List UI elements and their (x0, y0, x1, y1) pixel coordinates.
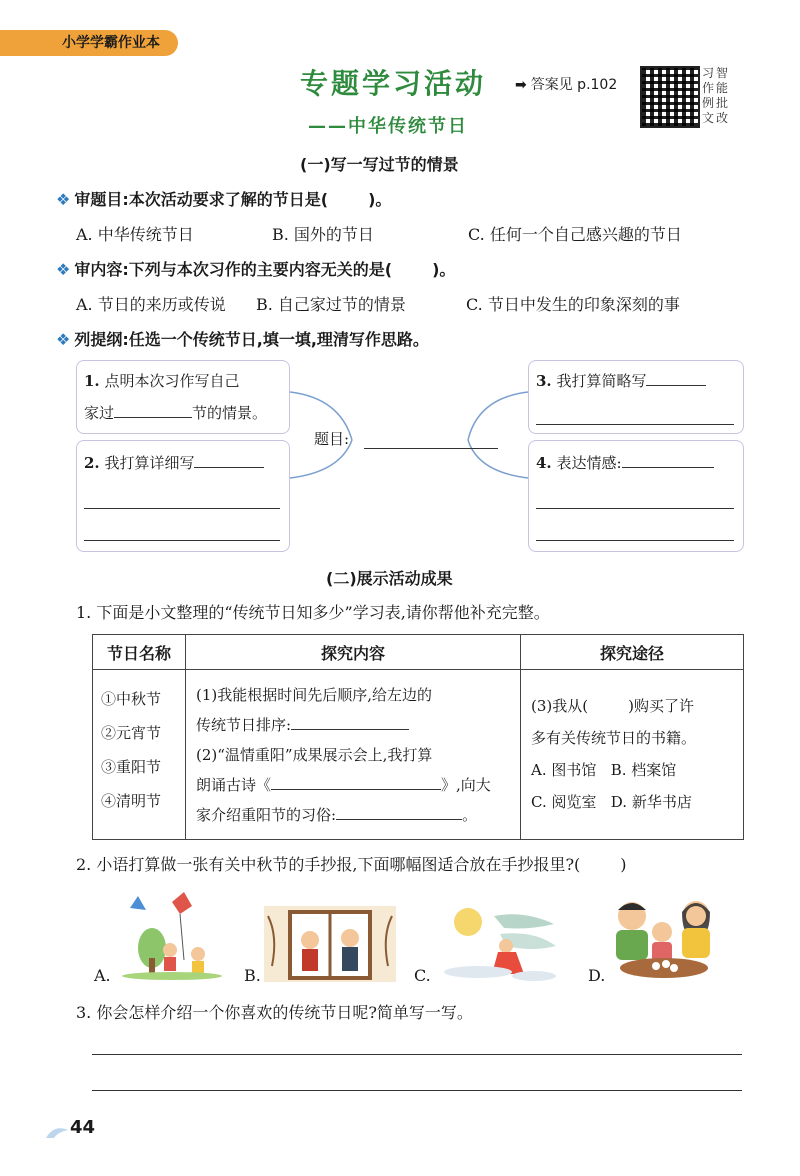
festival-list (93, 670, 186, 840)
part2-question-2: 2. 小语打算做一张有关中秋节的手抄报,下面哪幅图适合放在手抄报里?( ) (76, 855, 627, 874)
table-header: 探究内容 (186, 635, 521, 670)
part2-question-1: 1. 下面是小文整理的“传统节日知多少”学习表,请你帮他补充完整。 (76, 603, 550, 622)
fill-line[interactable] (536, 424, 734, 425)
answer-reference-text: 答案见 p.102 (530, 77, 618, 93)
diamond-bullet-icon: ❖ (56, 260, 71, 279)
question-3: ❖ 列提纲:任选一个传统节日,填一填,理清写作思路。 (56, 330, 429, 349)
poem-blank[interactable] (271, 771, 441, 790)
table-header: 探究途径 (521, 635, 744, 670)
diamond-bullet-icon: ❖ (56, 330, 71, 349)
page-title: 专题学习活动 (300, 67, 487, 100)
book-tag: 小学学霸作业本 (0, 30, 178, 56)
page-number: 44 (70, 1117, 96, 1138)
question-2: ❖ 审内容:下列与本次习作的主要内容无关的是( )。 (56, 260, 456, 279)
q1-option-b[interactable]: B. 国外的节日 (272, 225, 374, 244)
writing-line[interactable] (92, 1054, 742, 1055)
q2-option-c[interactable]: C. 节日中发生的印象深刻的事 (466, 295, 680, 314)
q2-option-b[interactable]: B. 自己家过节的情景 (256, 295, 406, 314)
diamond-bullet-icon: ❖ (56, 190, 71, 209)
festival-item: ①中秋节 (101, 690, 162, 708)
question-1: ❖ 审题目:本次活动要求了解的节日是( )。 (56, 190, 392, 209)
part2-question-3: 3. 你会怎样介绍一个你喜欢的传统节日呢?简单写一写。 (76, 1003, 473, 1022)
outline-box-1-line1: 1. 点明本次习作写自己 (84, 372, 240, 390)
route-option-d[interactable]: D. 新华书店 (610, 793, 692, 811)
family-window-picture[interactable] (264, 906, 396, 982)
fill-blank[interactable] (622, 449, 714, 468)
explore-route: (3)我从( )购买了许 多有关传统节日的书籍。 A. 图书馆 B. 档案馆 C. 阅览室 D. 新华书店 (521, 670, 744, 840)
qr-label-col1: 智能批改 (716, 66, 729, 125)
outline-box-2-line1: 2. 我打算详细写 (84, 446, 264, 480)
page-corner-icon (44, 1120, 70, 1140)
picture-label-a[interactable]: A. (94, 966, 111, 985)
route-option-c[interactable]: C. 阅览室 (531, 793, 597, 811)
fill-blank[interactable] (291, 711, 409, 730)
fill-line[interactable] (536, 508, 734, 509)
festival-item: ④清明节 (101, 792, 162, 810)
fill-line[interactable] (84, 508, 280, 509)
outline-box-3-line1: 3. 我打算简略写 (536, 364, 706, 398)
explore-content: (1)我能根据时间先后顺序,给左边的 传统节日排序: (2)“温情重阳”成果展示会上,我打算 朗诵古诗《 》,向大 家介绍重阳节的习俗: 。 (186, 670, 521, 840)
route-option-a[interactable]: A. 图书馆 (531, 761, 597, 779)
change-moon-picture[interactable] (434, 900, 560, 982)
family-dumplings-picture[interactable] (606, 892, 724, 984)
table-header: 节日名称 (93, 635, 186, 670)
festival-item: ③重阳节 (101, 758, 162, 776)
page-subtitle: ——中华传统节日 (308, 116, 468, 137)
writing-line[interactable] (92, 1090, 742, 1091)
part1-heading: (一)写一写过节的情景 (300, 155, 459, 174)
fill-line[interactable] (536, 540, 734, 541)
festival-item: ②元宵节 (101, 724, 162, 742)
picture-label-d[interactable]: D. (588, 966, 606, 985)
fill-blank[interactable] (194, 449, 264, 468)
outline-title-blank[interactable] (364, 448, 498, 449)
route-option-b[interactable]: B. 档案馆 (610, 761, 677, 779)
qr-label-col2: 习 作 例 文 (702, 66, 715, 125)
fill-line[interactable] (84, 540, 280, 541)
fill-blank[interactable] (336, 801, 462, 820)
fill-blank[interactable] (114, 399, 192, 418)
picture-label-c[interactable]: C. (414, 966, 431, 985)
study-table (92, 634, 744, 840)
picture-label-b[interactable]: B. (244, 966, 261, 985)
part2-heading: (二)展示活动成果 (326, 569, 453, 588)
outline-box-1-line2: 家过 节的情景。 (84, 396, 267, 430)
q1-option-c[interactable]: C. 任何一个自己感兴趣的节日 (468, 225, 682, 244)
kite-children-picture[interactable] (112, 888, 222, 980)
arrow-right-icon: ➡ (515, 77, 527, 93)
outline-title-label: 题目: (314, 430, 350, 448)
outline-box-4-line1: 4. 表达情感: (536, 446, 714, 480)
q2-option-a[interactable]: A. 节日的来历或传说 (76, 295, 226, 314)
q1-option-a[interactable]: A. 中华传统节日 (76, 225, 194, 244)
fill-blank[interactable] (646, 367, 706, 386)
